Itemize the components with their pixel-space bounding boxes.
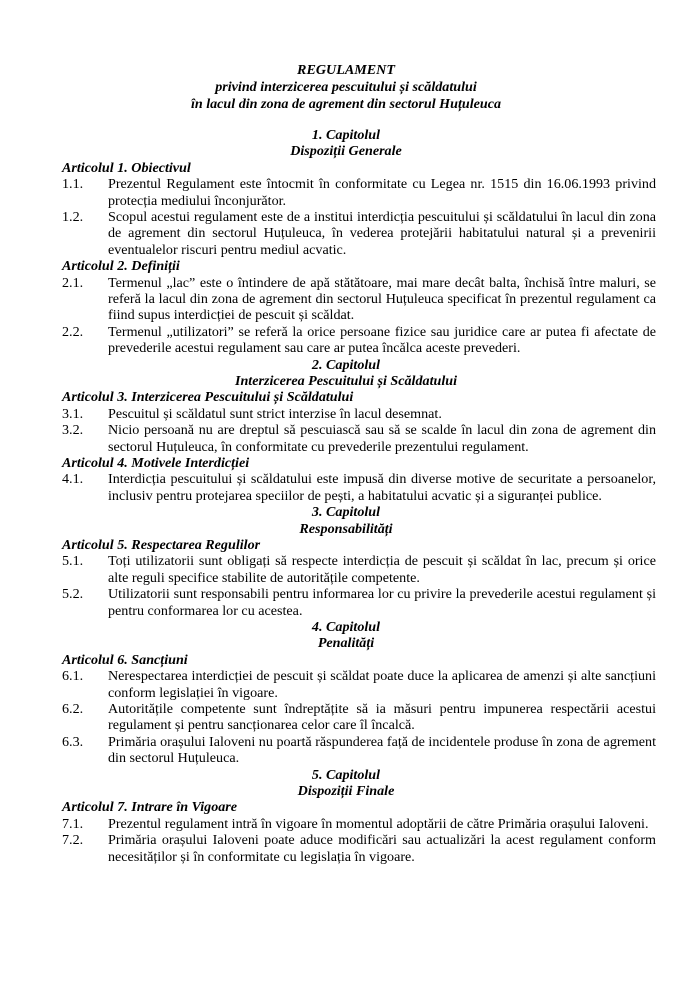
- document-title: [0, 62, 692, 113]
- chapter-name: Responsabilități: [299, 520, 393, 537]
- chapter-name: Dispoziții Finale: [297, 783, 395, 800]
- item-text: Primăria orașului Ialoveni nu poartă răspunderea față de incidentele produse în zona de agrement din sectorul Huțuleuca.: [108, 733, 656, 767]
- chapter-name: Dispoziții Generale: [290, 143, 402, 160]
- list-item: [62, 471, 656, 504]
- list-item: [62, 553, 656, 586]
- list-item: [62, 422, 656, 455]
- item-text: Utilizatorii sunt responsabili pentru informarea lor cu privire la prevederile acestui regulament și pentru conformarea lor cu acestea.: [108, 586, 656, 619]
- item-text: Toți utilizatorii sunt obligați să respecte interdicția de pescuit și scăldat în lac, precum și orice alte reguli specifice stabilite de autoritățile competente.: [108, 553, 656, 586]
- item-number: 1.1.: [62, 176, 84, 193]
- item-number: 6.1.: [62, 668, 84, 685]
- chapter-2-heading: [0, 357, 692, 390]
- chapter-name: Interzicerea Pescuitului și Scăldatului: [234, 373, 457, 390]
- item-number: 2.1.: [62, 274, 84, 291]
- chapter-number: 5. Capitolul: [311, 766, 381, 783]
- item-number: 7.2.: [62, 832, 84, 849]
- item-text: Interdicția pescuitului și scăldatului este impusă din diverse motive de securitate a persoanelor, inclusiv pentru protejarea speciilor de pești, a habitatului acvatic și a siguranței publice.: [108, 471, 656, 504]
- list-item: [62, 586, 656, 619]
- article-3-title: Articolul 3. Interzicerea Pescuitului și Scăldatului: [62, 389, 354, 406]
- list-item: [62, 832, 656, 865]
- article-2-title: Articolul 2. Definiții: [62, 258, 180, 275]
- list-item: [62, 668, 656, 701]
- item-text: Nicio persoană nu are dreptul să pescuiască sau să se scalde în lacul din zona de agrement din sectorul Huțuleuca, în conformitate cu prevederile prezentului regulament.: [108, 422, 656, 455]
- item-text: Termenul „utilizatori” se referă la orice persoane fizice sau juridice care ar putea fi afectate de prevederile acestui regulament sau care ar putea încălca aceste prevederi.: [108, 323, 656, 357]
- article-5-title: Articolul 5. Respectarea Regulilor: [62, 537, 261, 553]
- title-line-3: în lacul din zona de agrement din sectorul Huțuleuca: [190, 96, 502, 112]
- chapter-number: 1. Capitolul: [311, 127, 381, 143]
- list-item: [62, 275, 656, 324]
- item-text: Prezentul Regulament este întocmit în conformitate cu Legea nr. 1515 din 16.06.1993 privind protecția mediului înconjurător.: [108, 176, 656, 209]
- item-text: Pescuitul și scăldatul sunt strict interzise în lacul desemnat.: [108, 405, 442, 422]
- list-item: [62, 816, 656, 832]
- chapter-5-heading: [0, 767, 692, 800]
- list-item: [62, 324, 656, 357]
- list-item: [62, 701, 656, 734]
- item-text: Scopul acestui regulament este de a institui interdicția pescuitului și scăldatului în lacul din zona de agrement din sectorul Huțuleuca, în vederea protejării habitatului natural și a prevenirii eventualelor riscuri pentru mediul acvatic.: [108, 208, 656, 258]
- item-text: Termenul „lac” este o întindere de apă stătătoare, mai mare decât balta, închisă între maluri, se referă la lacul din zona de agrement din sectorul Huțuleuca specificat în prezentul regulament ca fiind supus interdicției de pescuit și scăldat.: [108, 274, 656, 324]
- item-text: Prezentul regulament intră în vigoare în momentul adoptării de către Primăria orașului Ialoveni.: [108, 815, 649, 832]
- item-number: 6.2.: [62, 701, 84, 717]
- item-number: 2.2.: [62, 323, 84, 340]
- item-number: 3.2.: [62, 422, 84, 439]
- chapter-name: Penalități: [317, 635, 375, 652]
- title-line-2: privind interzicerea pescuitului și scăldatului: [215, 79, 477, 95]
- article-7-title: Articolul 7. Intrare în Vigoare: [62, 799, 238, 816]
- item-text: Autoritățile competente sunt îndreptățite să ia măsuri pentru impunerea respectării acestui regulament și pentru sancționarea celor care îl încalcă.: [108, 701, 656, 734]
- item-number: 5.1.: [62, 553, 84, 570]
- list-item: [62, 209, 656, 258]
- item-number: 5.2.: [62, 586, 84, 603]
- title-line-1: REGULAMENT: [297, 62, 395, 78]
- chapter-number: 4. Capitolul: [311, 619, 381, 636]
- item-number: 1.2.: [62, 208, 84, 225]
- article-4-title: Articolul 4. Motivele Interdicției: [62, 455, 250, 472]
- article-1-title: Articolul 1. Obiectivul: [62, 159, 191, 176]
- item-number: 7.1.: [62, 815, 84, 832]
- chapter-4-heading: [0, 619, 692, 652]
- item-number: 4.1.: [62, 471, 84, 488]
- chapter-number: 2. Capitolul: [311, 356, 381, 373]
- chapter-1-heading: [0, 127, 692, 160]
- list-item: [62, 406, 656, 422]
- list-item: [62, 734, 656, 767]
- article-6-title: Articolul 6. Sancțiuni: [62, 651, 188, 668]
- item-number: 6.3.: [62, 733, 84, 750]
- item-text: Nerespectarea interdicției de pescuit și scăldat poate duce la aplicarea de amenzi și alte sancțiuni conform legislației în vigoare.: [108, 668, 656, 701]
- list-item: [62, 176, 656, 209]
- item-text: Primăria orașului Ialoveni poate aduce modificări sau actualizări la acest regulament conform necesităților și în conformitate cu legislația în vigoare.: [108, 832, 656, 865]
- item-number: 3.1.: [62, 405, 84, 422]
- chapter-number: 3. Capitolul: [311, 504, 381, 521]
- chapter-3-heading: [0, 504, 692, 537]
